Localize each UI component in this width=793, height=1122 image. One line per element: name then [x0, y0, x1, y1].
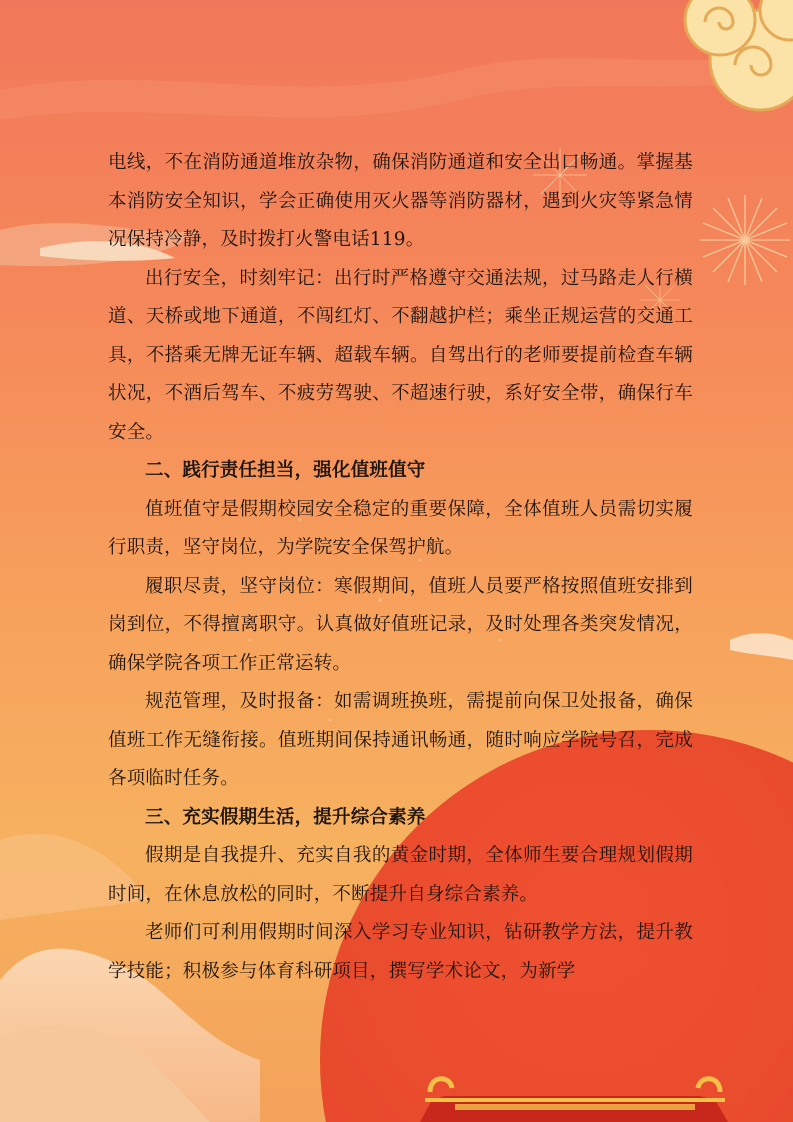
- section-heading-duty: 二、践行责任担当，强化值班值守: [145, 460, 426, 481]
- paragraph-fire-safety: 电线，不在消防通道堆放杂物，确保消防通道和安全出口畅通。掌握基本消防安全知识，学会正确使用灭火器等消防器材，遇到火灾等紧急情况保持冷静，及时拨打火警电话119。: [108, 152, 693, 250]
- paragraph-duty-responsibility: 履职尽责，坚守岗位：寒假期间，值班人员要严格按照值班安排到岗到位，不得擅离职守。认真做好值班记录，及时处理各类突发情况，确保学院各项工作正常运转。: [108, 575, 693, 674]
- paragraph-holiday-intro: 假期是自我提升、充实自我的黄金时期，全体师生要合理规划假期时间，在休息放松的同时，不断提升自身综合素养。: [108, 845, 693, 905]
- paragraph-teachers: 老师们可利用假期时间深入学习专业知识，钻研教学方法，提升教学技能；积极参与体育科研项目，撰写学术论文，为新学: [108, 922, 693, 982]
- section-heading-holiday-life: 三、充实假期生活，提升综合素养: [145, 806, 426, 828]
- paragraph-duty-intro: 值班值守是假期校园安全稳定的重要保障，全体值班人员需切实履行职责，坚守岗位，为学院安全保驾护航。: [108, 498, 693, 558]
- paragraph-travel-safety: 出行安全，时刻牢记：出行时严格遵守交通法规，过马路走人行横道、天桥或地下通道，不闯红灯、不翻越护栏；乘坐正规运营的交通工具，不搭乘无牌无证车辆、超载车辆。自驾出行的老师要提前检查车辆状况，不酒后驾车、不疲劳驾驶、不超速行驶，系好安全带，确保行车安全。: [108, 267, 693, 443]
- document-body: [108, 144, 693, 991]
- paragraph-duty-management: 规范管理，及时报备：如需调班换班，需提前向保卫处报备，确保值班工作无缝衔接。值班期间保持通讯畅通，随时响应学院号召，完成各项临时任务。: [108, 691, 693, 789]
